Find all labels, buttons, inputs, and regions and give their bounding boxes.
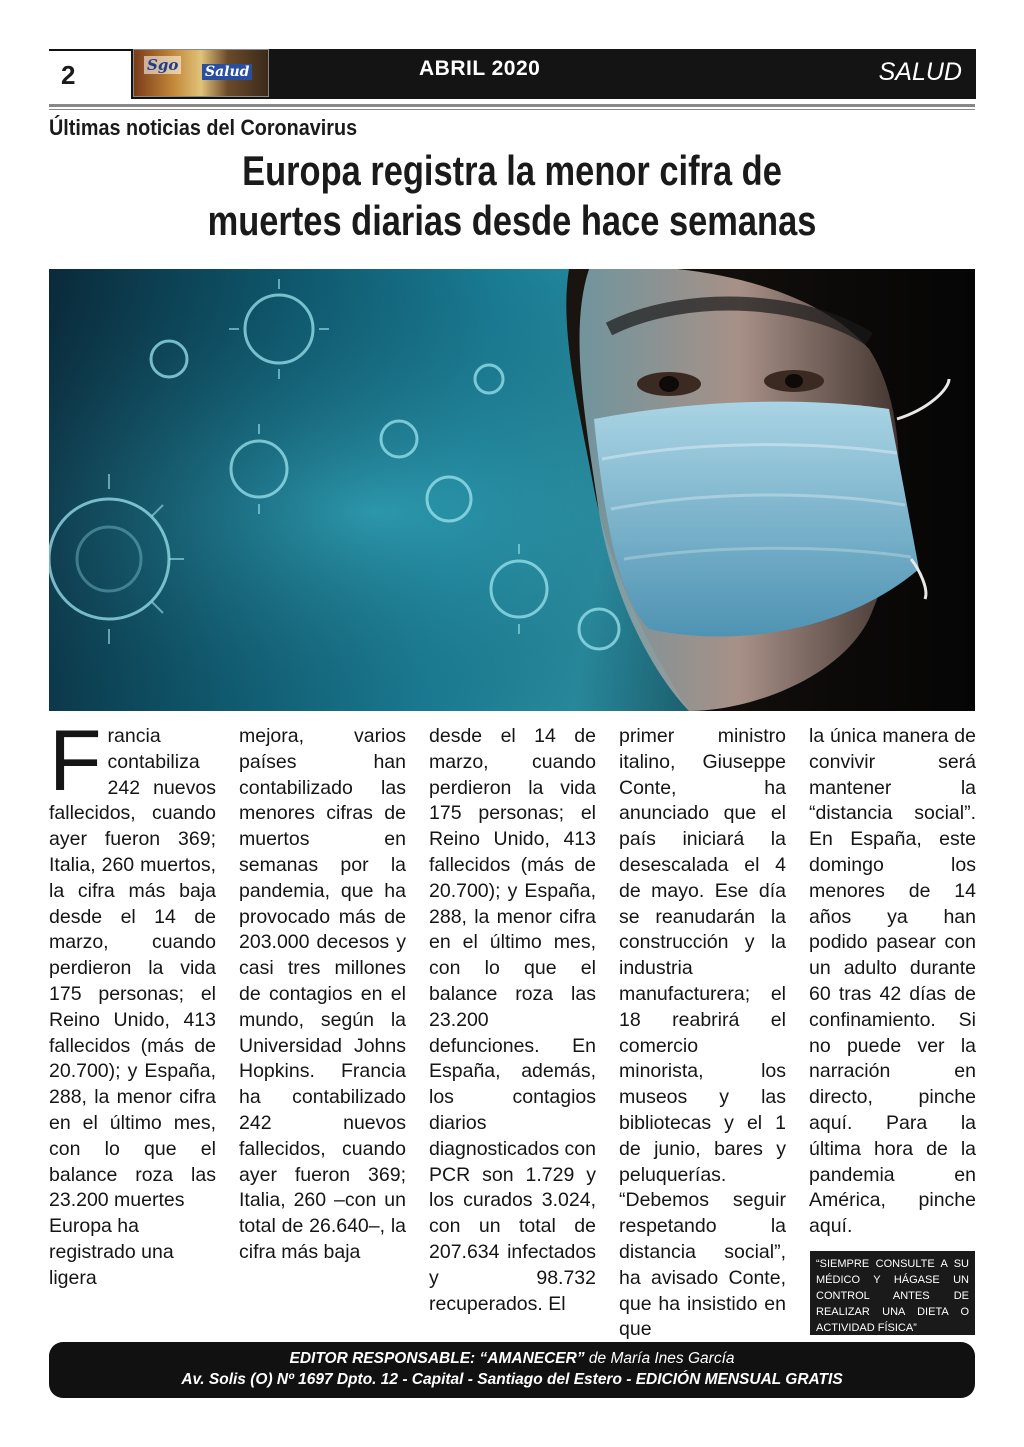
article-headline <box>132 146 891 246</box>
article-column-2: mejora, varios países han contabilizado las menores cifras de muertos en semanas por la pandemia, que ha provocado más de 203.000 decesos y casi tres millones de contagios en el mundo, según la Universidad Johns Hopkins. Francia ha contabilizado 242 nuevos fallecidos, cuando ayer fueron 369; Italia, 260 –con un total de 26.640–, la cifra más baja <box>239 725 406 1263</box>
section-name: SALUD <box>878 58 962 86</box>
footer-editor-name: de María Ines García <box>584 1350 735 1367</box>
footer-editor: EDITOR RESPONSABLE: “AMANECER” <box>289 1350 585 1367</box>
issue-date: ABRIL 2020 <box>419 57 541 80</box>
article-column-5: la única manera de convivir será mantener la “distancia social”. En España, este domingo los menores de 14 años ya han podido pasear con un adulto durante 60 tras 42 días de confinamiento. Si no puede ver la narración en directo, pinche aquí. Para la última hora de la pandemia en América, pinche aquí. <box>809 725 976 1238</box>
masked-woman-virus-illustration <box>49 269 975 711</box>
page-number: 2 <box>49 49 131 99</box>
article-photo <box>49 269 975 711</box>
drop-cap: F <box>49 713 102 809</box>
article-column-4: primer ministro italino, Giuseppe Conte, ha anunciado que el país iniciará la desescalada el 4 de mayo. Ese día se reanudarán la construcción y la industria manufacturera; el 18 reabrirá el comercio minorista, los museos y las bibliotecas y el 1 de junio, bares y peluquerías. “Debemos seguir respetando la distancia social”, ha avisado Conte, que ha insistido en que <box>619 725 786 1341</box>
footer-credits <box>49 1342 975 1398</box>
publication-logo <box>133 49 269 97</box>
article-column-3: desde el 14 de marzo, cuando perdieron la vida 175 personas; el Reino Unido, 413 fallecidos (más de 20.700); y España, 288, la menor cifra en el último mes, con lo que el balance roza las 23.200 defunciones. En España, además, los contagios diarios diagnosticados con PCR son 1.729 y los curados 3.024, con un total de 207.634 infectados y 98.732 recuperados. El <box>429 725 596 1315</box>
article-kicker: Últimas noticias del Coronavirus <box>49 115 358 140</box>
footer-line-1 <box>49 1348 975 1369</box>
logo-text-sgo: Sgo <box>144 56 181 74</box>
column-1-text: rancia contabiliza 242 nuevos fallecidos, cuando ayer fueron 369; Italia, 260 muertos, la cifra más baja desde el 14 de marzo, cuando perdieron la vida 175 personas; el Reino Unido, 413 fallecidos (más de 20.700); y España, 288, la menor cifra en el último mes, con lo que el balance roza las 23.200 muertes <box>49 725 216 1212</box>
header-bar <box>131 49 976 99</box>
column-1-text-b: Europa ha registrado una ligera <box>49 1215 174 1289</box>
header-rule-thin <box>49 109 975 110</box>
article-column-1 <box>49 713 216 1292</box>
footer-line-2: Av. Solis (O) Nº 1697 Dpto. 12 - Capital - Santiago del Estero - EDICIÓN MENSUAL GRATIS <box>181 1371 843 1388</box>
header-rule <box>49 104 975 107</box>
logo-text-salud: Salud <box>202 64 252 80</box>
headline-line-2: muertes diarias desde hace semanas <box>207 197 817 244</box>
headline-line-1: Europa registra la menor cifra de <box>242 147 782 194</box>
health-disclaimer-box: “SIEMPRE CONSULTE A SU MÉDICO Y HÁGASE UN CONTROL ANTES DE REALIZAR UNA DIETA O ACTIVIDAD FÍSICA” <box>810 1251 975 1335</box>
